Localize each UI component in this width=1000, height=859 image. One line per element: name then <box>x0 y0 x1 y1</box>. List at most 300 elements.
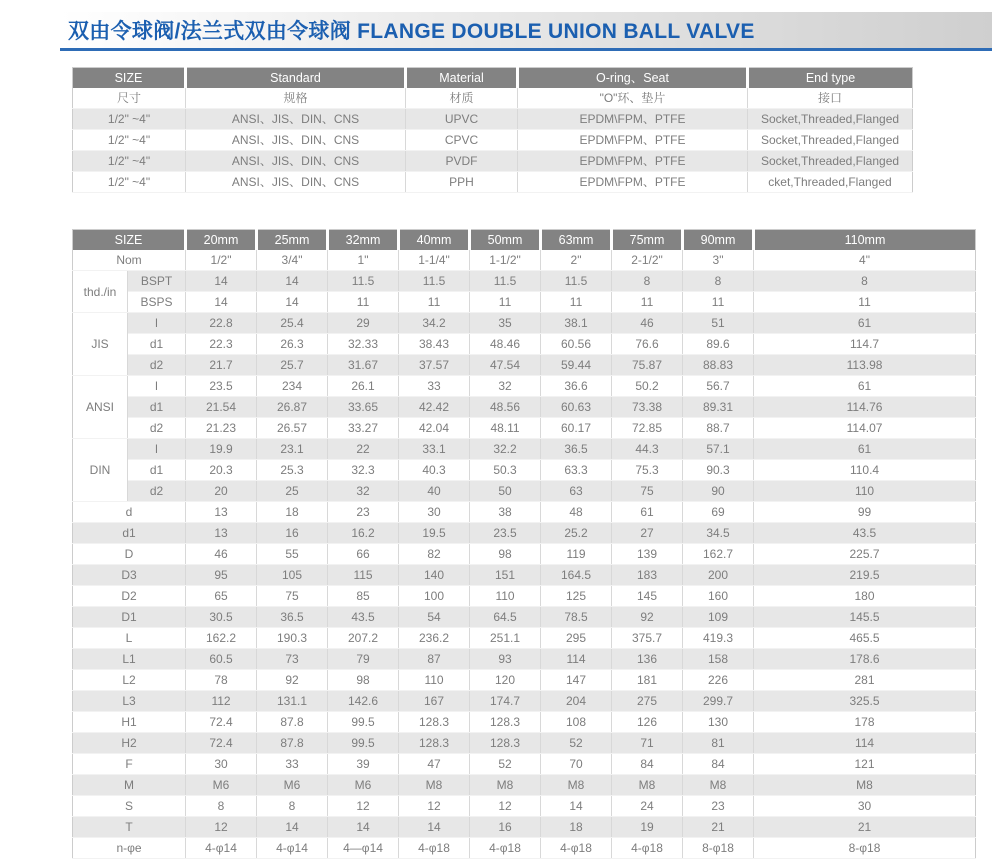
dim-cell: 281 <box>754 670 976 691</box>
dim-cell: 92 <box>612 607 683 628</box>
dim-cell: 110 <box>399 670 470 691</box>
dim-cell: 60.63 <box>541 397 612 418</box>
dim-cell: 21 <box>754 817 976 838</box>
dim-cell: 78 <box>186 670 257 691</box>
row-label: d2 <box>128 481 186 502</box>
dim-cell: 40.3 <box>399 460 470 481</box>
row-label: D1 <box>73 607 186 628</box>
row-label: H1 <box>73 712 186 733</box>
dimension-table-body <box>73 250 976 859</box>
dim-cell: 114 <box>754 733 976 754</box>
page-title: 双由令球阀/法兰式双由令球阀 FLANGE DOUBLE UNION BALL VALVE <box>68 20 755 43</box>
dim-cell: 98 <box>470 544 541 565</box>
dim-row <box>73 502 976 523</box>
dim-cell: 130 <box>683 712 754 733</box>
dim-cell: 4-φ18 <box>612 838 683 859</box>
dim-cell: 54 <box>399 607 470 628</box>
dim-cell: 19.9 <box>186 439 257 460</box>
dim-cell: 142.6 <box>328 691 399 712</box>
dim-cell: 63 <box>541 481 612 502</box>
dim-cell: 18 <box>257 502 328 523</box>
dim-row <box>73 586 976 607</box>
row-label: L2 <box>73 670 186 691</box>
dim-row <box>73 355 976 376</box>
dim-cell: 75 <box>257 586 328 607</box>
dim-cell: 32.33 <box>328 334 399 355</box>
column-header: Material <box>406 68 518 89</box>
dim-cell: 113.98 <box>754 355 976 376</box>
column-header-cn: 接口 <box>748 88 913 109</box>
dim-row <box>73 775 976 796</box>
row-label: D <box>73 544 186 565</box>
dim-cell: 128.3 <box>399 712 470 733</box>
dim-cell: 25.4 <box>257 313 328 334</box>
dim-cell: 30 <box>186 754 257 775</box>
dim-cell: 145 <box>612 586 683 607</box>
dim-cell: 25.7 <box>257 355 328 376</box>
dim-cell: 12 <box>399 796 470 817</box>
dim-cell: 114.07 <box>754 418 976 439</box>
spec-cell: Socket,Threaded,Flanged <box>748 130 913 151</box>
dim-cell: 236.2 <box>399 628 470 649</box>
dim-row <box>73 292 976 313</box>
dim-cell: 4-φ14 <box>257 838 328 859</box>
dim-cell: 200 <box>683 565 754 586</box>
size-corner-header: SIZE <box>73 230 186 251</box>
dim-cell: 48.11 <box>470 418 541 439</box>
dim-cell: 139 <box>612 544 683 565</box>
dim-cell: 92 <box>257 670 328 691</box>
dim-cell: 8-φ18 <box>754 838 976 859</box>
dim-row <box>73 271 976 292</box>
dim-cell: 110 <box>754 481 976 502</box>
row-label: BSPS <box>128 292 186 313</box>
dim-cell: 76.6 <box>612 334 683 355</box>
dim-cell: 32.2 <box>470 439 541 460</box>
dim-cell: 37.57 <box>399 355 470 376</box>
row-label: n-φe <box>73 838 186 859</box>
dim-cell: 8-φ18 <box>683 838 754 859</box>
dim-cell: 251.1 <box>470 628 541 649</box>
row-label: d2 <box>128 418 186 439</box>
size-column-header: 63mm <box>541 230 612 251</box>
dim-cell: 11 <box>399 292 470 313</box>
dim-row <box>73 607 976 628</box>
column-header: SIZE <box>73 68 186 89</box>
dim-cell: 30 <box>754 796 976 817</box>
dim-cell: 57.1 <box>683 439 754 460</box>
row-label: l <box>128 313 186 334</box>
dim-cell: 59.44 <box>541 355 612 376</box>
dim-cell: 19.5 <box>399 523 470 544</box>
spec-subheader-row <box>73 88 913 109</box>
dim-cell: 16 <box>470 817 541 838</box>
dim-row <box>73 712 976 733</box>
dim-cell: 48.56 <box>470 397 541 418</box>
dim-cell: 81 <box>683 733 754 754</box>
row-label: T <box>73 817 186 838</box>
dim-cell: 128.3 <box>399 733 470 754</box>
dim-cell: 2-1/2" <box>612 250 683 271</box>
dim-cell: 87.8 <box>257 733 328 754</box>
dim-cell: 14 <box>186 271 257 292</box>
dim-row <box>73 544 976 565</box>
dim-row <box>73 817 976 838</box>
dim-cell: 23 <box>328 502 399 523</box>
dim-cell: 11 <box>328 292 399 313</box>
dim-cell: 4-φ18 <box>541 838 612 859</box>
dim-row <box>73 733 976 754</box>
group-label: thd./in <box>73 271 128 313</box>
dim-row <box>73 691 976 712</box>
dim-cell: 64.5 <box>470 607 541 628</box>
dim-cell: 19 <box>612 817 683 838</box>
dim-row <box>73 334 976 355</box>
dim-cell: 69 <box>683 502 754 523</box>
catalog-page <box>0 12 1000 855</box>
dim-cell: 4-φ18 <box>470 838 541 859</box>
spec-cell: CPVC <box>406 130 518 151</box>
dim-cell: 50.3 <box>470 460 541 481</box>
dim-cell: 75 <box>612 481 683 502</box>
dim-cell: 110 <box>470 586 541 607</box>
dim-cell: 8 <box>683 271 754 292</box>
dim-cell: 16.2 <box>328 523 399 544</box>
dim-cell: 158 <box>683 649 754 670</box>
dim-cell: 140 <box>399 565 470 586</box>
dim-cell: 30.5 <box>186 607 257 628</box>
dim-cell: 26.57 <box>257 418 328 439</box>
column-header-cn: "O"环、垫片 <box>518 88 748 109</box>
dim-cell: 85 <box>328 586 399 607</box>
dim-cell: 419.3 <box>683 628 754 649</box>
group-label: DIN <box>73 439 128 502</box>
dim-cell: 11 <box>754 292 976 313</box>
dim-cell: 121 <box>754 754 976 775</box>
dim-cell: 180 <box>754 586 976 607</box>
dim-cell: 114.76 <box>754 397 976 418</box>
dim-cell: 1/2" <box>186 250 257 271</box>
dim-cell: 114 <box>541 649 612 670</box>
dim-row <box>73 376 976 397</box>
dim-cell: M8 <box>541 775 612 796</box>
spec-cell: UPVC <box>406 109 518 130</box>
dim-cell: 63.3 <box>541 460 612 481</box>
spec-cell: Socket,Threaded,Flanged <box>748 151 913 172</box>
dim-cell: 70 <box>541 754 612 775</box>
dim-cell: 82 <box>399 544 470 565</box>
dim-cell: 4-φ14 <box>186 838 257 859</box>
dim-cell: 66 <box>328 544 399 565</box>
row-label: L <box>73 628 186 649</box>
dim-cell: 47.54 <box>470 355 541 376</box>
spec-cell: ANSI、JIS、DIN、CNS <box>186 109 406 130</box>
dim-cell: 98 <box>328 670 399 691</box>
dim-cell: 1-1/2" <box>470 250 541 271</box>
dim-cell: 167 <box>399 691 470 712</box>
dim-cell: 79 <box>328 649 399 670</box>
dim-cell: 50 <box>470 481 541 502</box>
dim-cell: 90.3 <box>683 460 754 481</box>
dim-cell: 11.5 <box>470 271 541 292</box>
spec-cell: PVDF <box>406 151 518 172</box>
dim-cell: 3/4" <box>257 250 328 271</box>
dim-cell: 109 <box>683 607 754 628</box>
dim-cell: 56.7 <box>683 376 754 397</box>
column-header-cn: 规格 <box>186 88 406 109</box>
dim-cell: 11 <box>683 292 754 313</box>
spec-cell: ANSI、JIS、DIN、CNS <box>186 151 406 172</box>
dim-cell: 164.5 <box>541 565 612 586</box>
dim-cell: 11 <box>541 292 612 313</box>
spec-cell: Socket,Threaded,Flanged <box>748 109 913 130</box>
dim-cell: 95 <box>186 565 257 586</box>
dim-cell: 55 <box>257 544 328 565</box>
row-label: d <box>73 502 186 523</box>
dim-cell: 73.38 <box>612 397 683 418</box>
dim-cell: 219.5 <box>754 565 976 586</box>
dimension-table <box>72 229 976 859</box>
dim-cell: 8 <box>257 796 328 817</box>
dim-cell: M6 <box>328 775 399 796</box>
column-header: O-ring、Seat <box>518 68 748 89</box>
row-label: D3 <box>73 565 186 586</box>
dim-row <box>73 397 976 418</box>
spec-row <box>73 172 913 193</box>
dim-cell: 25 <box>257 481 328 502</box>
dim-cell: 46 <box>612 313 683 334</box>
dim-cell: 23.5 <box>470 523 541 544</box>
dim-cell: 50.2 <box>612 376 683 397</box>
dim-cell: 18 <box>541 817 612 838</box>
dim-cell: 12 <box>186 817 257 838</box>
dim-cell: 75.3 <box>612 460 683 481</box>
dim-cell: 73 <box>257 649 328 670</box>
dim-cell: 128.3 <box>470 712 541 733</box>
dim-cell: 11.5 <box>328 271 399 292</box>
spec-cell: EPDM\FPM、PTFE <box>518 172 748 193</box>
dim-cell: 234 <box>257 376 328 397</box>
dim-row <box>73 418 976 439</box>
group-label: ANSI <box>73 376 128 439</box>
dim-cell: 52 <box>541 733 612 754</box>
dim-cell: 299.7 <box>683 691 754 712</box>
spec-table-body <box>73 109 913 193</box>
dim-cell: 30 <box>399 502 470 523</box>
dim-cell: M6 <box>186 775 257 796</box>
title-band <box>60 12 992 51</box>
dim-cell: 43.5 <box>328 607 399 628</box>
dim-cell: M8 <box>612 775 683 796</box>
dim-cell: 105 <box>257 565 328 586</box>
dim-cell: 226 <box>683 670 754 691</box>
dim-cell: 84 <box>612 754 683 775</box>
dim-cell: 99.5 <box>328 733 399 754</box>
dim-cell: 26.87 <box>257 397 328 418</box>
dim-cell: 275 <box>612 691 683 712</box>
spec-cell: 1/2" ~4" <box>73 109 186 130</box>
dimension-table-header <box>73 230 976 251</box>
dim-cell: 136 <box>612 649 683 670</box>
size-column-header: 50mm <box>470 230 541 251</box>
dim-cell: 2" <box>541 250 612 271</box>
size-column-header: 110mm <box>754 230 976 251</box>
dim-cell: 61 <box>754 313 976 334</box>
dim-cell: 33.65 <box>328 397 399 418</box>
row-label: S <box>73 796 186 817</box>
dim-cell: 34.5 <box>683 523 754 544</box>
dim-cell: 295 <box>541 628 612 649</box>
spec-cell: EPDM\FPM、PTFE <box>518 151 748 172</box>
spec-cell: 1/2" ~4" <box>73 130 186 151</box>
spec-cell: ANSI、JIS、DIN、CNS <box>186 130 406 151</box>
dim-cell: 325.5 <box>754 691 976 712</box>
dim-cell: 25.3 <box>257 460 328 481</box>
dim-cell: 60.17 <box>541 418 612 439</box>
dim-cell: 33 <box>399 376 470 397</box>
dim-row <box>73 796 976 817</box>
dim-cell: M8 <box>399 775 470 796</box>
dim-row <box>73 670 976 691</box>
dim-cell: 65 <box>186 586 257 607</box>
dim-cell: 29 <box>328 313 399 334</box>
dim-cell: 190.3 <box>257 628 328 649</box>
dim-cell: 11 <box>612 292 683 313</box>
spec-cell: cket,Threaded,Flanged <box>748 172 913 193</box>
size-column-header: 25mm <box>257 230 328 251</box>
dim-cell: 38 <box>470 502 541 523</box>
dim-cell: 21.7 <box>186 355 257 376</box>
dim-cell: 20.3 <box>186 460 257 481</box>
dim-cell: 4" <box>754 250 976 271</box>
dim-cell: 33 <box>257 754 328 775</box>
dim-cell: 160 <box>683 586 754 607</box>
dim-cell: 99.5 <box>328 712 399 733</box>
dim-cell: 23.1 <box>257 439 328 460</box>
dim-cell: 38.43 <box>399 334 470 355</box>
dim-cell: 46 <box>186 544 257 565</box>
dim-row <box>73 838 976 859</box>
dim-cell: 465.5 <box>754 628 976 649</box>
dim-cell: 40 <box>399 481 470 502</box>
dim-cell: 3" <box>683 250 754 271</box>
dim-cell: 375.7 <box>612 628 683 649</box>
row-label: F <box>73 754 186 775</box>
dim-row <box>73 523 976 544</box>
dim-cell: 151 <box>470 565 541 586</box>
dim-cell: 204 <box>541 691 612 712</box>
dim-cell: 78.5 <box>541 607 612 628</box>
dim-cell: 4—φ14 <box>328 838 399 859</box>
dim-cell: 112 <box>186 691 257 712</box>
dim-cell: 23.5 <box>186 376 257 397</box>
dim-cell: 26.3 <box>257 334 328 355</box>
dim-cell: 93 <box>470 649 541 670</box>
dim-cell: 114.7 <box>754 334 976 355</box>
dim-cell: 8 <box>612 271 683 292</box>
dim-row <box>73 250 976 271</box>
row-label: d2 <box>128 355 186 376</box>
spec-table-header <box>73 68 913 109</box>
row-label: H2 <box>73 733 186 754</box>
column-header-cn: 材质 <box>406 88 518 109</box>
dim-cell: 21.23 <box>186 418 257 439</box>
row-label: l <box>128 439 186 460</box>
spec-cell: 1/2" ~4" <box>73 151 186 172</box>
dim-cell: 36.6 <box>541 376 612 397</box>
row-label: d1 <box>128 397 186 418</box>
dim-cell: 147 <box>541 670 612 691</box>
dim-cell: 120 <box>470 670 541 691</box>
dim-cell: 61 <box>612 502 683 523</box>
dim-cell: 48 <box>541 502 612 523</box>
row-label: Nom <box>73 250 186 271</box>
dim-header-row <box>73 230 976 251</box>
dim-cell: 42.42 <box>399 397 470 418</box>
dim-row <box>73 565 976 586</box>
dim-cell: 20 <box>186 481 257 502</box>
dim-cell: M8 <box>683 775 754 796</box>
dim-cell: 14 <box>541 796 612 817</box>
dim-cell: 61 <box>754 376 976 397</box>
row-label: D2 <box>73 586 186 607</box>
dim-cell: 183 <box>612 565 683 586</box>
row-label: BSPT <box>128 271 186 292</box>
dim-cell: 25.2 <box>541 523 612 544</box>
spec-row <box>73 109 913 130</box>
dim-cell: 14 <box>257 271 328 292</box>
dim-cell: 126 <box>612 712 683 733</box>
dim-cell: 87 <box>399 649 470 670</box>
row-label: l <box>128 376 186 397</box>
spec-cell: EPDM\FPM、PTFE <box>518 109 748 130</box>
dim-cell: 8 <box>754 271 976 292</box>
dim-cell: 131.1 <box>257 691 328 712</box>
dim-cell: 14 <box>257 817 328 838</box>
dim-cell: 39 <box>328 754 399 775</box>
dim-cell: 87.8 <box>257 712 328 733</box>
dim-cell: 60.56 <box>541 334 612 355</box>
dim-cell: 21 <box>683 817 754 838</box>
dim-cell: 99 <box>754 502 976 523</box>
spec-cell: PPH <box>406 172 518 193</box>
dim-cell: 72.4 <box>186 712 257 733</box>
dim-cell: 36.5 <box>257 607 328 628</box>
column-header: End type <box>748 68 913 89</box>
dim-cell: 48.46 <box>470 334 541 355</box>
dim-cell: 32 <box>470 376 541 397</box>
dim-cell: 22 <box>328 439 399 460</box>
dim-cell: 22.8 <box>186 313 257 334</box>
dim-cell: M6 <box>257 775 328 796</box>
dim-cell: 32 <box>328 481 399 502</box>
spec-row <box>73 130 913 151</box>
dim-cell: 72.85 <box>612 418 683 439</box>
dim-cell: 27 <box>612 523 683 544</box>
row-label: d1 <box>73 523 186 544</box>
dim-cell: 88.7 <box>683 418 754 439</box>
row-label: L3 <box>73 691 186 712</box>
spec-cell: 1/2" ~4" <box>73 172 186 193</box>
dim-cell: 13 <box>186 502 257 523</box>
dim-cell: M8 <box>754 775 976 796</box>
dim-cell: 174.7 <box>470 691 541 712</box>
dim-cell: 145.5 <box>754 607 976 628</box>
dim-cell: 31.67 <box>328 355 399 376</box>
dim-cell: 43.5 <box>754 523 976 544</box>
dim-cell: 178 <box>754 712 976 733</box>
dim-cell: 89.6 <box>683 334 754 355</box>
